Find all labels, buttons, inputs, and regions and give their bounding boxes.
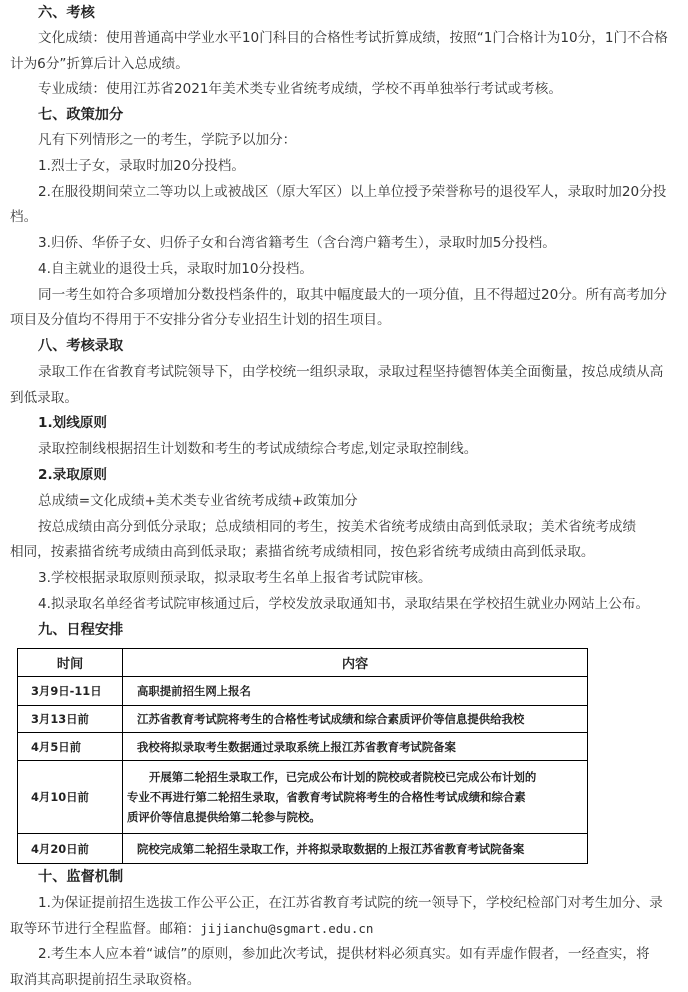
policy-item-4: 4.自主就业的退役士兵，录取时加10分投档。 <box>38 261 313 277</box>
supervision-item-2-line-1: 2.考生本人应本着“诚信”的原则，参加此次考试，提供材料必须真实。如有弄虚作假者，一经查实，将 <box>38 946 650 962</box>
row-content: 高职提前招生网上报名 <box>123 677 588 706</box>
policy-item-1: 1.烈士子女，录取时加20分投档。 <box>38 158 245 174</box>
row-time: 3月9日-11日 <box>18 677 123 706</box>
row-time: 4月10日前 <box>18 761 123 834</box>
row-time: 4月20日前 <box>18 834 123 864</box>
row-time: 3月13日前 <box>18 706 123 733</box>
row-time: 4月5日前 <box>18 733 123 761</box>
admission-rule-line-1: 按总成绩由高分到低分录取；总成绩相同的考生，按美术省统考成绩由高到低录取；美术省统考成绩 <box>38 519 637 535</box>
row-content-line-3: 质评价等信息提供给第二轮参与院校。 <box>127 810 321 824</box>
row-content: 院校完成第二轮招生录取工作，并将拟录取数据的上报江苏省教育考试院备案 <box>123 834 588 864</box>
admission-rule-line-2: 相同，按素描省统考成绩由高到低录取；素描省统考成绩相同，按色彩省统考成绩由高到低录取。 <box>10 544 595 560</box>
admission-item-4: 4.拟录取名单经省考试院审核通过后，学校发放录取通知书，录取结果在学校招生就业办网站上公布。 <box>38 596 650 612</box>
policy-item-3: 3.归侨、华侨子女、归侨子女和台湾省籍考生（含台湾户籍考生），录取时加5分投档。 <box>38 235 556 251</box>
subsection-2-title: 2.录取原则 <box>38 467 107 483</box>
policy-item-2-line-1: 2.在服役期间荣立二等功以上或被战区（原大军区）以上单位授予荣誉称号的退役军人，录取时加20分投 <box>38 184 667 200</box>
supervision-item-2-line-2: 取消其高职提前招生录取资格。 <box>10 972 201 988</box>
table-header-row <box>18 649 588 677</box>
admission-para-line-1: 录取工作在省教育考试院领导下，由学校统一组织录取，录取过程坚持德智体美全面衡量，按总成绩从高 <box>38 364 664 380</box>
table-row <box>18 733 588 761</box>
row-content: 江苏省教育考试院将考生的合格性考试成绩和综合素质评价等信息提供给我校 <box>123 706 588 733</box>
table-row <box>18 761 588 834</box>
section-6-title: 六、考核 <box>38 5 95 21</box>
table-row <box>18 677 588 706</box>
culture-score-line-1: 文化成绩：使用普通高中学业水平10门科目的合格性考试折算成绩，按照“1门合格计为10分，1门不合格 <box>38 30 668 46</box>
policy-item-2-line-2: 档。 <box>10 209 38 225</box>
admission-para-line-2: 到低录取。 <box>10 390 78 406</box>
supervision-item-1-line-1: 1.为保证提前招生选拔工作公平公正，在江苏省教育考试院的统一领导下，学校纪检部门对考生加分、录 <box>38 895 663 911</box>
row-content-line-1: 开展第二轮招生录取工作，已完成公布计划的院校或者院校已完成公布计划的 <box>149 770 537 784</box>
policy-note-line-2: 项目及分值均不得用于不安排分省分专业招生计划的招生项目。 <box>10 312 391 328</box>
policy-note-line-1: 同一考生如符合多项增加分数投档条件的，取其中幅度最大的一项分值，且不得超过20分。所有高考加分 <box>38 287 668 303</box>
email-prefix: 取等环节进行全程监督。邮箱： <box>10 921 201 937</box>
admission-item-3: 3.学校根据录取原则预录取，拟录取考生名单上报省考试院审核。 <box>38 570 432 586</box>
row-content: 我校将拟录取考生数据通过录取系统上报江苏省教育考试院备案 <box>123 733 588 761</box>
total-score-formula: 总成绩=文化成绩+美术类专业省统考成绩+政策加分 <box>38 493 358 509</box>
row-content-multiline <box>123 761 588 834</box>
schedule-table <box>17 648 588 864</box>
email-address[interactable]: jijianchu@sgmart.edu.cn <box>200 921 374 936</box>
table-row <box>18 706 588 733</box>
policy-intro: 凡有下列情形之一的考生，学院予以加分： <box>38 132 297 148</box>
section-7-title: 七、政策加分 <box>38 107 124 123</box>
section-8-title: 八、考核录取 <box>38 338 124 354</box>
row-content-line-2: 专业不再进行第二轮招生录取，省教育考试院将考生的合格性考试成绩和综合素 <box>127 790 526 804</box>
cutoff-line-text: 录取控制线根据招生计划数和考生的考试成绩综合考虑,划定录取控制线。 <box>38 441 478 457</box>
supervision-item-1-line-2 <box>10 919 373 939</box>
section-10-title: 十、监督机制 <box>38 869 124 885</box>
header-time: 时间 <box>18 649 123 677</box>
culture-score-line-2: 计为6分”折算后计入总成绩。 <box>10 56 189 72</box>
major-score-line: 专业成绩：使用江苏省2021年美术类专业省统考成绩，学校不再单独举行考试或考核。 <box>38 81 562 97</box>
section-9-title: 九、日程安排 <box>38 622 124 638</box>
header-content: 内容 <box>123 649 588 677</box>
subsection-1-title: 1.划线原则 <box>38 415 107 431</box>
table-row <box>18 834 588 864</box>
